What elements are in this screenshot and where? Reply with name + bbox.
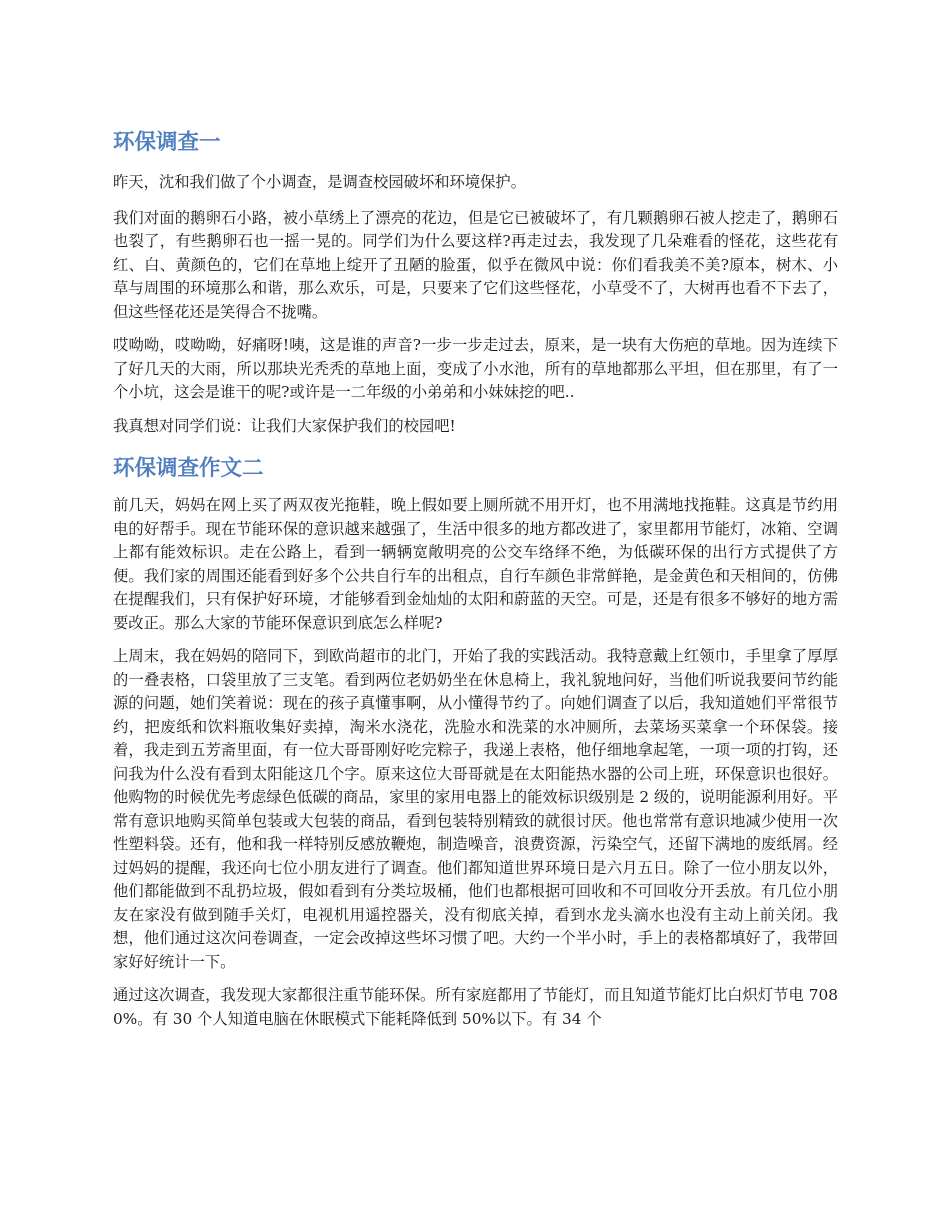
paragraph: 哎呦呦，哎呦呦，好痛呀!咦，这是谁的声音?一步一步走过去，原来，是一块有大伤疤的草地。因为连续下了好几天的大雨，所以那块光秃秃的草地上面，变成了小水池，所有的草地都那么平坦，但在那里，有了一个小坑，这会是谁干的呢?或许是一二年级的小弟弟和小妹妹挖的吧.. — [113, 336, 838, 401]
section-heading-2: 环保调查作文二 — [113, 456, 264, 481]
section-heading-1: 环保调查一 — [113, 130, 221, 155]
paragraph: 我们对面的鹅卵石小路，被小草绣上了漂亮的花边，但是它已被破坏了，有几颗鹅卵石被人挖走了，鹅卵石也裂了，有些鹅卵石也一摇一晃的。同学们为什么要这样?再走过去，我发现了几朵难看的怪花，这些花有红、白、黄颜色的，它们在草地上绽开了丑陋的脸蛋，似乎在微风中说：你们看我美不美?原本，树木、小草与周围的环境那么和谐，那么欢乐，可是，只要来了它们这些怪花，小草受不了，大树再也看不下去了，但这些怪花还是笑得合不拢嘴。 — [113, 208, 838, 321]
paragraph: 昨天，沈和我们做了个小调查，是调查校园破坏和环境保护。 — [113, 173, 527, 191]
document-body — [113, 120, 838, 1041]
paragraph: 通过这次调查，我发现大家都很注重节能环保。所有家庭都用了节能灯，而且知道节能灯比白炽灯节电 7080%。有 30 个人知道电脑在休眠模式下能耗降低到 50%以下。有 34 个 — [113, 986, 838, 1028]
paragraph: 前几天，妈妈在网上买了两双夜光拖鞋，晚上假如要上厕所就不用开灯，也不用满地找拖鞋。这真是节约用电的好帮手。现在节能环保的意识越来越强了，生活中很多的地方都改进了，家里都用节能灯，冰箱、空调上都有能效标识。走在公路上，看到一辆辆宽敞明亮的公交车络绎不绝，为低碳环保的出行方式提供了方便。我们家的周围还能看到好多个公共自行车的出租点，自行车颜色非常鲜艳，是金黄色和天相间的，仿佛在提醒我们，只有保护好环境，才能够看到金灿灿的太阳和蔚蓝的天空。可是，还是有很多不够好的地方需要改正。那么大家的节能环保意识到底怎么样呢? — [113, 496, 838, 632]
paragraph: 我真想对同学们说：让我们大家保护我们的校园吧! — [113, 416, 456, 435]
paragraph: 上周末，我在妈妈的陪同下，到欧尚超市的北门，开始了我的实践活动。我特意戴上红领巾，手里拿了厚厚的一叠表格，口袋里放了三支笔。看到两位老奶奶坐在休息椅上，我礼貌地问好，当他们听说我要问节约能源的问题，她们笑着说：现在的孩子真懂事啊，从小懂得节约了。向她们调查了以后，我知道她们平常很节约，把废纸和饮料瓶收集好卖掉，淘米水浇花，洗脸水和洗菜的水冲厕所，去菜场买菜拿一个环保袋。接着，我走到五芳斋里面，有一位大哥哥刚好吃完粽子，我递上表格，他仔细地拿起笔，一项一项的打钩，还问我为什么没有看到太阳能这几个字。原来这位大哥哥就是在太阳能热水器的公司上班，环保意识也很好。他购物的时候优先考虑绿色低碳的商品，家里的家用电器上的能效标识级别是 2 级的，说明能源利用好。平常有意识地购买简单包装或大包装的商品，看到包装特别精致的就很讨厌。他也常常有意识地减少使用一次性塑料袋。还有，他和我一样特别反感放鞭炮，制造噪音，浪费资源，污染空气，还留下满地的废纸屑。经过妈妈的提醒，我还向七位小朋友进行了调查。他们都知道世界环境日是六月五日。除了一位小朋友以外，他们都能做到不乱扔垃圾，假如看到有分类垃圾桶，他们也都根据可回收和不可回收分开丢放。有几位小朋友在家没有做到随手关灯，电视机用遥控器关，没有彻底关掉，看到水龙头滴水也没有主动上前关闭。我想，他们通过这次问卷调查，一定会改掉这些坏习惯了吧。大约一个半小时，手上的表格都填好了，我带回家好好统计一下。 — [113, 647, 838, 971]
